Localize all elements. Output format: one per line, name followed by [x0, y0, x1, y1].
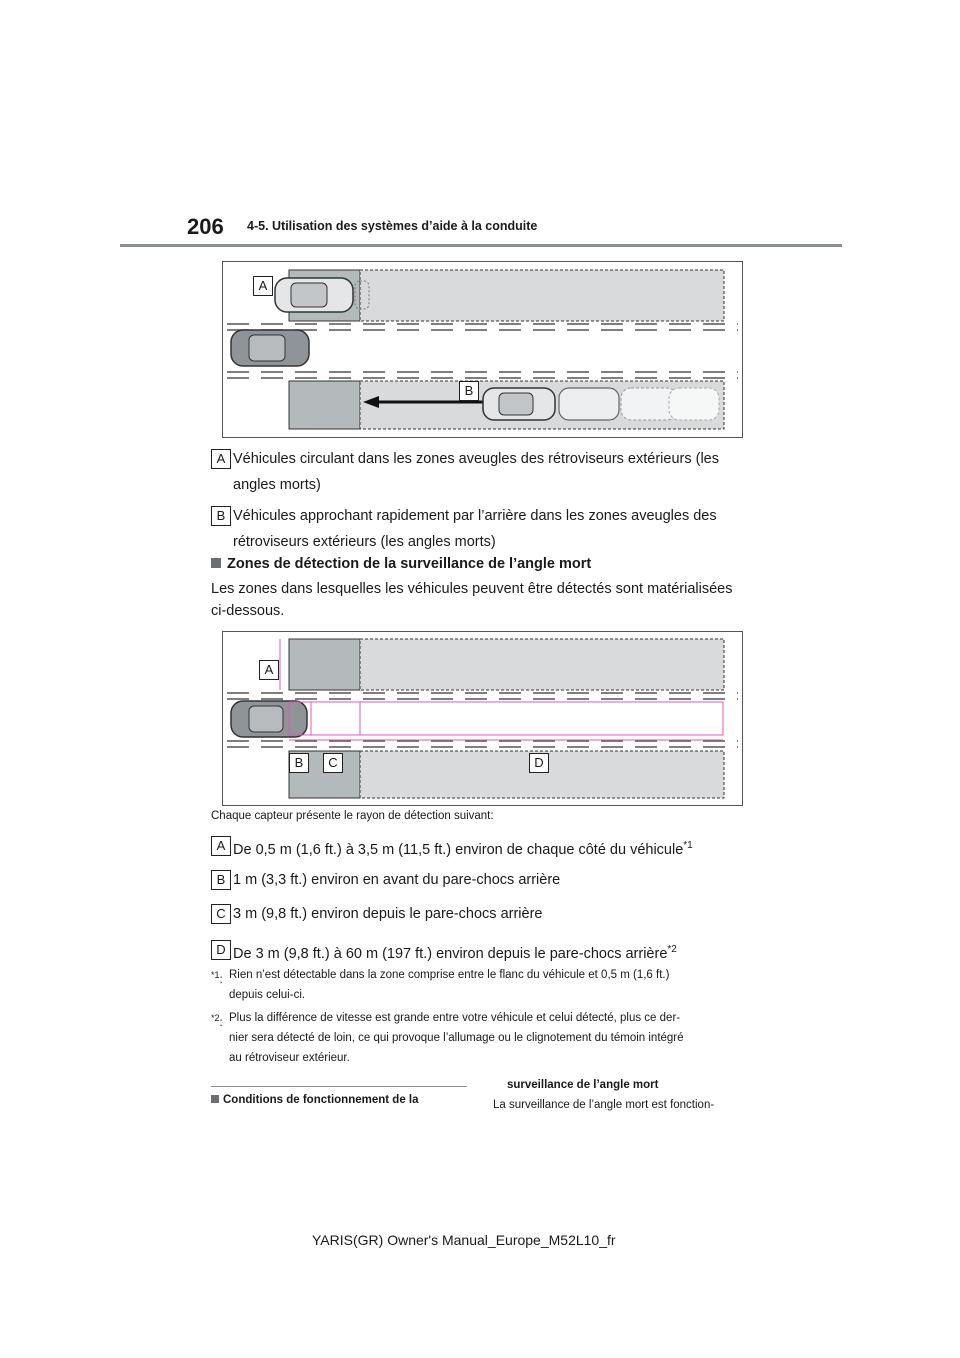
zone-a-far	[360, 270, 724, 321]
section-heading-text: Zones de détection de la surveillance de l’angle mort	[227, 556, 592, 572]
manual-footer: YARIS(GR) Owner's Manual_Europe_M52L10_fr	[312, 1232, 616, 1248]
footnote-2-mark: $^{*2}$:	[211, 1013, 223, 1029]
own-car	[231, 330, 309, 366]
legend1-text-a-line2: angles morts)	[233, 477, 321, 493]
legend2-text-a	[233, 833, 751, 863]
legend1-text-b-line1: Véhicules approchant rapidement par l’arrière dans les zones aveugles des	[233, 508, 717, 524]
column-rule	[211, 1086, 467, 1087]
section-paragraph-line1: Les zones dans lesquelles les véhicules peuvent être détectés sont matérialisées	[211, 581, 733, 597]
figure2-label-a: A	[259, 660, 279, 680]
legend1-item-b	[211, 503, 751, 555]
bottom-right-text: La surveillance de l’angle mort est fonction-	[493, 1099, 715, 1111]
figure2-label-c: C	[323, 753, 343, 773]
page-number: 206	[187, 214, 224, 239]
legend1-item-a	[211, 446, 751, 498]
legend2-sup-a: *1	[683, 840, 693, 851]
figure2-label-d: D	[529, 753, 549, 773]
heading-bullet-icon	[211, 558, 221, 568]
footnote-1	[211, 965, 751, 1005]
legend2-tag-d: D	[211, 940, 231, 960]
legend2-text-d	[233, 937, 751, 967]
legend2-text-b: 1 m (3,3 ft.) environ en avant du pare-chocs arrière	[233, 872, 561, 888]
approaching-cars	[483, 388, 719, 420]
legend2-tag-c: C	[211, 904, 231, 924]
bottom-left-heading	[211, 1094, 419, 1106]
figure1-label-a: A	[253, 276, 273, 296]
detection-zones-diagram	[223, 632, 742, 805]
legend1-tag-a: A	[211, 449, 231, 469]
detect-zone-a-far	[360, 639, 724, 690]
figure2-caption: Chaque capteur présente le rayon de détection suivant:	[211, 810, 494, 822]
detect-zone-a-near	[289, 639, 360, 690]
zone-b-near	[289, 381, 360, 429]
footnote-2-line3: au rétroviseur extérieur.	[229, 1052, 350, 1064]
figure2-label-b: B	[289, 753, 309, 773]
figure-blind-spot-vehicles	[222, 261, 743, 438]
legend2-text-c: 3 m (9,8 ft.) environ depuis le pare-chocs arrière	[233, 906, 543, 922]
footnote-1-line2: depuis celui-ci.	[229, 989, 306, 1001]
legend2-tag-b: B	[211, 870, 231, 890]
legend1-tag-b: B	[211, 506, 231, 526]
bottom-left-heading-text: Conditions de fonctionnement de la	[223, 1094, 419, 1106]
own-car-2	[231, 701, 307, 737]
legend2-item-b	[211, 867, 751, 893]
legend2-item-d	[211, 937, 751, 967]
bottom-right-heading: surveillance de l’angle mort	[507, 1079, 659, 1091]
section-title: 4-5. Utilisation des systèmes d’aide à la conduite	[247, 219, 538, 233]
legend2-text-a-body: De 0,5 m (1,6 ft.) à 3,5 m (11,5 ft.) environ de chaque côté du véhicule	[233, 841, 684, 858]
figure1-label-b: B	[459, 381, 479, 401]
section-heading	[211, 556, 591, 572]
footnote-2-mark-text: *2	[211, 1013, 220, 1023]
footnote-1-mark: $^{*1}$:	[211, 970, 223, 986]
legend1-text-a-line1: Véhicules circulant dans les zones aveugles des rétroviseurs extérieurs (les	[233, 451, 719, 467]
footnote-2-line2: nier sera détecté de loin, ce qui provoque l’allumage ou le clignotement du témoin intégré	[229, 1032, 684, 1044]
footnote-1-mark-text: *1	[211, 970, 220, 980]
section-paragraph-line2: ci-dessous.	[211, 603, 285, 619]
section-paragraph	[211, 578, 751, 622]
legend2-text-d-body: De 3 m (9,8 ft.) à 60 m (197 ft.) environ depuis le pare-chocs arrière	[233, 945, 668, 962]
legend2-item-a	[211, 833, 751, 863]
legend2-item-c	[211, 901, 751, 927]
footnote-2-line1: Plus la différence de vitesse est grande entre votre véhicule et celui détecté, plus ce der-	[229, 1012, 681, 1024]
legend2-tag-a: A	[211, 836, 231, 856]
legend1-text-b-line2: rétroviseurs extérieurs (les angles morts)	[233, 534, 496, 550]
figure-detection-zones	[222, 631, 743, 806]
blind-spot-diagram	[223, 262, 742, 437]
footnote-1-line1: Rien n’est détectable dans la zone comprise entre le flanc du véhicule et 0,5 m (1,6 ft.)	[229, 969, 670, 981]
footnote-2	[211, 1008, 751, 1068]
legend2-sup-d: *2	[667, 944, 677, 955]
bottom-heading-bullet-icon	[211, 1095, 219, 1103]
header-rule	[120, 244, 842, 247]
